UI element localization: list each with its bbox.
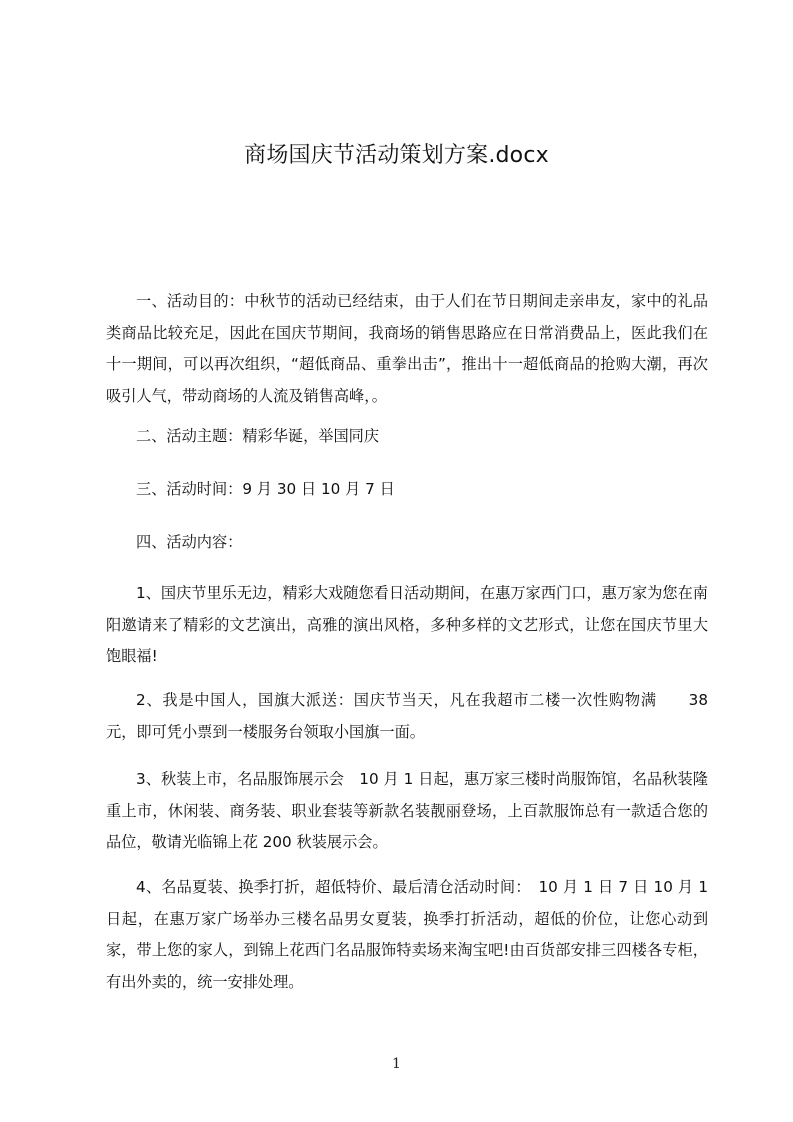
paragraph-content-item-1: 1、国庆节里乐无边，精彩大戏随您看日活动期间，在惠万家西门口，惠万家为您在南阳邀请来了精彩的文艺演出，高雅的演出风格，多种多样的文艺形式，让您在国庆节里大饱眼福! — [106, 584, 708, 665]
paragraph-activity-theme: 二、活动主题：精彩华诞，举国同庆 — [136, 427, 379, 445]
paragraph-content-item-2: 2、我是中国人，国旗大派送：国庆节当天，凡在我超市二楼一次性购物满 38 元，即可凭小票到一楼服务台领取小国旗一面。 — [106, 691, 708, 741]
paragraph-activity-purpose: 一、活动目的：中秋节的活动已经结束，由于人们在节日期间走亲串友，家中的礼品类商品比较充足，因此在国庆节期间，我商场的销售思路应在日常消费品上，医此我们在十一期间，可以再次组织，“超低商品、重拳出击”，推出十一超低商品的抢购大潮，再次吸引人气，带动商场的人流及销售高峰，。 — [106, 292, 708, 405]
page-number: 1 — [392, 1056, 401, 1072]
paragraph-activity-content-heading: 四、活动内容： — [136, 533, 243, 551]
paragraph-content-item-3: 3、秋装上市，名品服饰展示会 10 月 1 日起，惠万家三楼时尚服饰馆，名品秋装隆重上市，休闲装、商务装、职业套装等新款名装靓丽登场，上百款服饰总有一款适合您的品位，敬请光临锦上花 200 秋装展示会。 — [106, 770, 708, 851]
document-title: 商场国庆节活动策划方案.docx — [244, 143, 549, 168]
paragraph-activity-time: 三、活动时间：9 月 30 日 10 月 7 日 — [136, 480, 395, 498]
paragraph-content-item-4: 4、名品夏装、换季打折，超低特价、最后清仓活动时间： 10 月 1 日 7 日 10 月 1 日起，在惠万家广场举办三楼名品男女夏装，换季打折活动，超低的价位，让您心动到家，带上您的家人，到锦上花西门名品服饰特卖场来淘宝吧!由百货部安排三四楼各专柜，有出外卖的，统一安排处理。 — [106, 878, 708, 991]
